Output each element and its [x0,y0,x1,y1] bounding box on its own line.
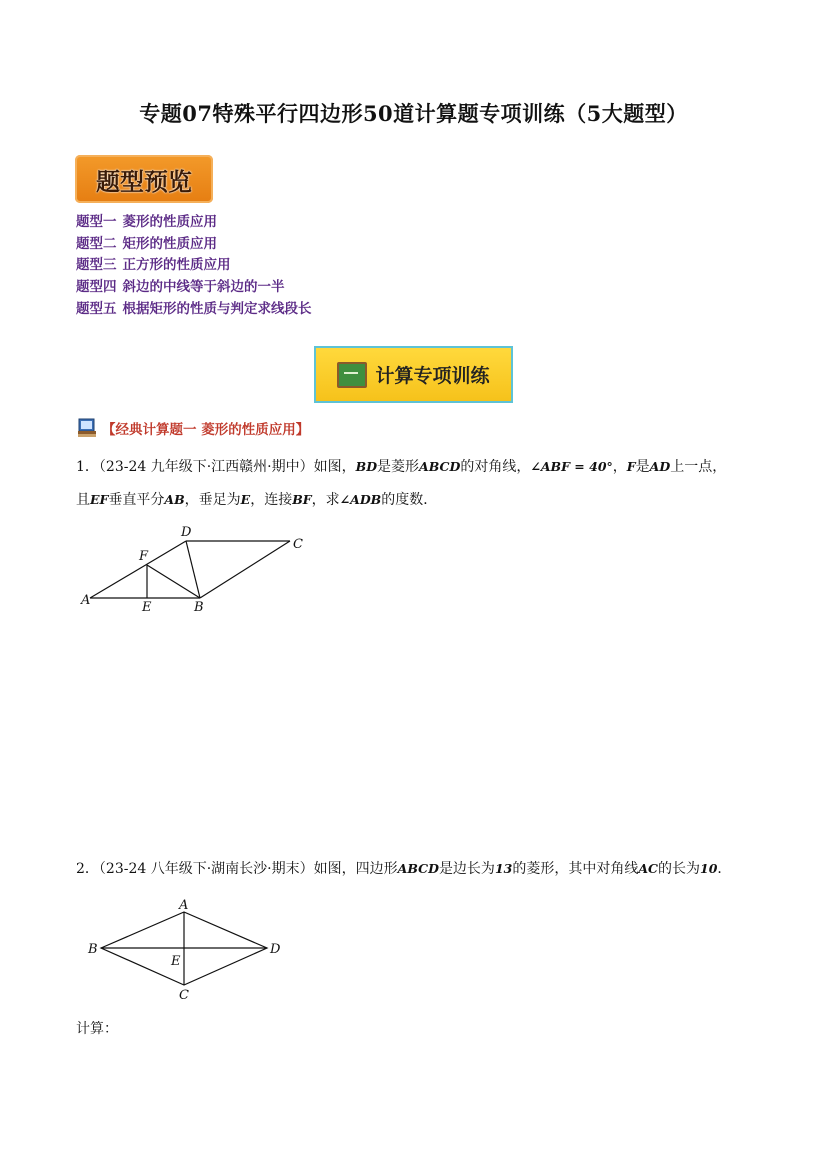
question-text: ，垂足为 [184,492,241,508]
question-text: 垂直平分 [108,492,165,508]
math: ABCD [397,861,439,876]
question-1-line-1 [76,456,726,476]
section-heading [76,416,309,440]
type-item-2 [76,234,318,256]
type-text: 正方形的性质应用 [122,257,231,274]
math: AC [638,861,658,876]
preview-badge-label: 题型预览 [96,166,192,196]
question-1-figure [78,522,318,617]
segment-AD [90,541,186,598]
math: BF [292,492,312,507]
question-text: 是边长为 [438,861,495,877]
question-text: ，求 [311,492,340,508]
question-text: ，连接 [250,492,293,508]
segment-BC [200,541,290,598]
type-text: 菱形的性质应用 [122,214,217,230]
point-label-A: A [81,593,91,608]
question-source: （23-24 九年级下·江西赣州·期中） [98,459,314,475]
math: 10 [700,861,718,876]
question-text: 是菱形 [377,459,420,475]
question-text: 是 [635,459,650,475]
preview-badge [75,155,213,203]
math: BD [355,459,378,474]
type-item-4 [76,277,318,299]
point-label-E: E [171,954,181,969]
question-text: ． [717,861,732,877]
question-text: ， [612,459,627,475]
blackboard-icon [337,362,367,388]
section-heading-text: 【经典计算题一 菱形的性质应用】 [102,422,310,438]
math: AB [164,492,185,507]
type-label: 题型二 [76,235,117,252]
question-text: 且 [76,492,90,508]
type-label: 题型一 [76,214,117,230]
math: E [240,492,251,507]
point-label-B: B [194,600,204,615]
question-number: 1． [76,459,99,475]
question-1-line-2 [76,489,437,509]
calc-training-badge [314,346,513,403]
point-label-D: D [270,942,281,957]
math: ∠ADB [339,492,382,507]
question-number: 2． [76,861,99,877]
question-source: （23-24 八年级下·湖南长沙·期末） [98,861,314,877]
type-item-1 [76,212,318,234]
point-label-C: C [179,988,189,1003]
question-2-line-1 [76,858,731,878]
calc-badge-label: 计算专项训练 [375,365,490,387]
type-item-5 [76,299,318,321]
point-label-D: D [181,525,192,540]
type-item-3 [76,255,318,277]
math: F [626,459,636,474]
question-text: 如图， [313,459,356,475]
type-text: 斜边的中线等于斜边的一半 [122,279,285,296]
math: ∠ABF = 40° [530,459,613,474]
book-stack-icon [76,417,98,439]
question-text: 的长为 [658,861,700,877]
question-2-figure [82,895,292,1003]
question-text: 的菱形，其中对角线 [512,861,639,877]
segment-BD [186,541,200,598]
page-title: 专题07特殊平行四边形50道计算题专项训练（5大题型） [139,101,688,126]
math: EF [90,492,109,507]
type-label: 题型五 [76,300,117,317]
type-label: 题型四 [76,279,117,296]
math: ABCD [419,459,461,474]
segment-BF [147,565,200,598]
point-label-A: A [179,898,189,913]
math: AD [649,459,671,474]
point-label-F: F [139,549,149,564]
type-label: 题型三 [76,257,117,274]
math: 13 [494,861,513,876]
point-label-C: C [293,537,303,552]
question-text: 如图，四边形 [313,861,398,877]
compute-label: 计算： [76,1021,118,1037]
question-text: 上一点， [670,459,727,475]
type-text: 矩形的性质应用 [122,235,217,252]
type-text: 根据矩形的性质与判定求线段长 [122,300,312,317]
type-list [76,212,318,321]
question-text: 的对角线， [460,459,531,475]
point-label-B: B [88,942,98,957]
question-text: 的度数． [381,492,438,508]
point-label-E: E [142,600,152,615]
